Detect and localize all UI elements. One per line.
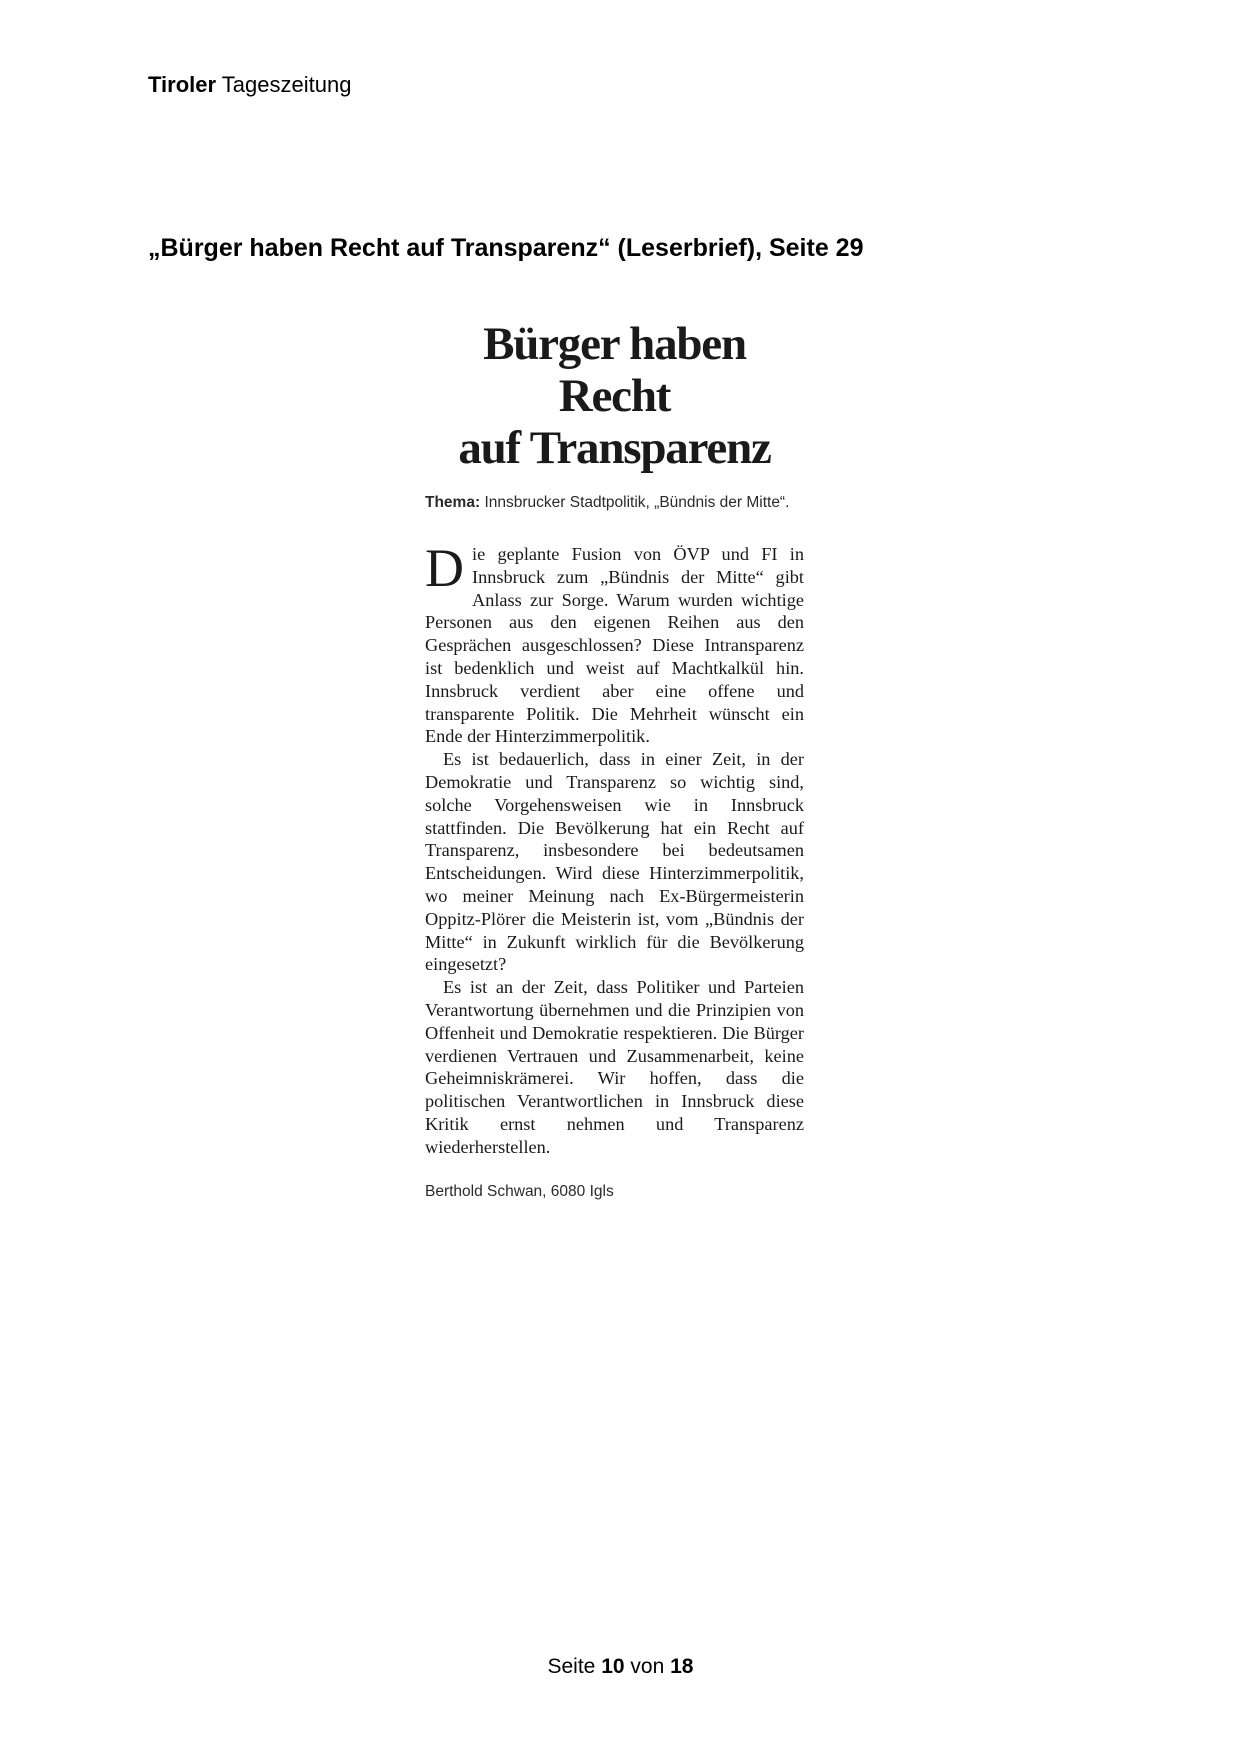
topic-text: Innsbrucker Stadtpolitik, „Bündnis der Mitte“. <box>484 494 790 511</box>
page-separator: von <box>630 1655 665 1678</box>
article-body <box>425 538 804 1159</box>
article-paragraph-2: Es ist bedauerlich, dass in einer Zeit, in der Demokratie und Transparenz so wichtig sind, solche Vorgehensweisen wie in Innsbruck stattfinden. Die Bevölkerung hat ein Recht auf Transparenz, insbesondere bei bedeutsamen Entscheidungen. Wird diese Hinterzimmerpolitik, wo meiner Meinung nach Ex-Bürgermeisterin Oppitz-Plörer die Meisterin ist, vom „Bündnis der Mitte“ in Zukunft wirklich für die Bevölkerung eingesetzt? <box>425 749 804 975</box>
document-title: „Bürger haben Recht auf Transparenz“ (Leserbrief), Seite 29 <box>148 234 864 262</box>
page-label: Seite <box>547 1655 596 1678</box>
article-topic <box>425 493 804 513</box>
headline-line-1: Bürger haben Recht <box>483 318 746 422</box>
headline-line-2: auf Transparenz <box>458 422 771 474</box>
page-footer <box>0 1655 1241 1679</box>
drop-cap: D <box>425 538 464 598</box>
article-clipping <box>425 318 804 1201</box>
total-page-count: 18 <box>670 1655 694 1678</box>
brand-name-regular: Tageszeitung <box>221 72 352 97</box>
current-page-number: 10 <box>601 1655 625 1678</box>
letter-signature: Berthold Schwan, 6080 Igls <box>425 1182 614 1200</box>
article-headline <box>425 318 804 474</box>
brand-name-bold: Tiroler <box>148 72 217 97</box>
topic-label: Thema: <box>425 494 481 511</box>
article-paragraph-1 <box>425 538 804 748</box>
publication-brand <box>148 72 351 98</box>
article-paragraph-3: Es ist an der Zeit, dass Politiker und Parteien Verantwortung übernehmen und die Prinzipien von Offenheit und Demokratie respektieren. Die Bürger verdienen Vertrauen und Zusammenarbeit, keine Geheimniskrämerei. Wir hoffen, dass die politischen Verantwortlichen in Innsbruck diese Kritik ernst nehmen und Transparenz wiederherstellen. <box>425 977 804 1157</box>
paragraph-1-text: ie geplante Fusion von ÖVP und FI in Innsbruck zum „Bündnis der Mitte“ gibt Anlass zur Sorge. Warum wurden wichtige Personen aus den eigenen Reihen aus den Gesprächen ausgeschlossen? Diese Intransparenz ist bedenklich und weist auf Machtkalkül hin. Innsbruck verdient aber eine offene und transparente Politik. Die Mehrheit wünscht ein Ende der Hinterzimmerpolitik. <box>425 544 804 747</box>
